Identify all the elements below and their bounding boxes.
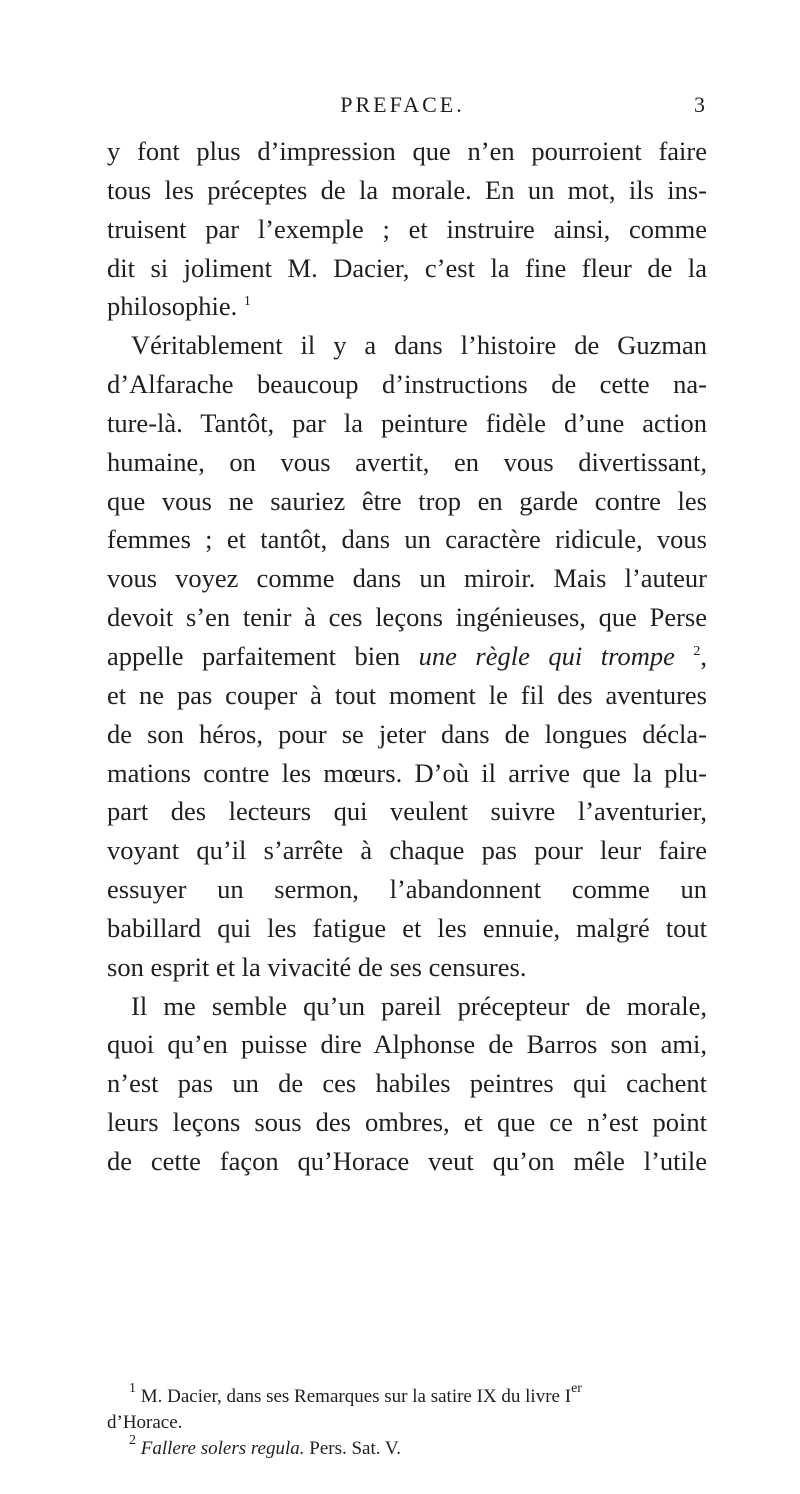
text-line: y font plus d’impression que n’en pourroient faire bbox=[107, 136, 707, 166]
text-line: d’Alfarache beaucoup d’instructions de cette na- bbox=[107, 369, 707, 400]
text-line bbox=[107, 637, 707, 676]
page-number: 3 bbox=[694, 92, 705, 117]
text-line: et ne pas couper à tout moment le fil des aventures bbox=[107, 679, 707, 710]
text-line: truisent par l’exemple ; et instruire ainsi, comme bbox=[107, 213, 707, 244]
footnote-mark: 2 bbox=[129, 1433, 136, 1448]
text-line bbox=[107, 287, 707, 326]
text-line: part des lecteurs qui veulent suivre l’aventurier, bbox=[107, 796, 707, 827]
footnotes bbox=[107, 1381, 707, 1462]
running-head: PREFACE. bbox=[340, 92, 465, 117]
footnote-text: Pers. Sat. V. bbox=[304, 1438, 401, 1459]
text-line: de cette façon qu’Horace veut qu’on mêle l’utile bbox=[107, 1145, 707, 1176]
footnote-ref: 2 bbox=[693, 643, 701, 659]
page-header bbox=[100, 92, 705, 132]
text-line: femmes ; et tantôt, dans un caractère ridicule, vous bbox=[107, 524, 707, 555]
text-line: n’est pas un de ces habiles peintres qui cachent bbox=[107, 1068, 707, 1099]
text-line: de son héros, pour se jeter dans de longues décla- bbox=[107, 718, 707, 749]
footnote-1-continued: d’Horace. bbox=[107, 1412, 183, 1433]
text-line: quoi qu’en puisse dire Alphonse de Barros son ami, bbox=[107, 1029, 707, 1060]
text-line: humaine, on vous avertit, en vous divertissant, bbox=[107, 446, 707, 477]
text-line: mations contre les mœurs. D’où il arrive que la plu- bbox=[107, 757, 707, 788]
text-fragment: , bbox=[700, 640, 707, 671]
text-line: tous les préceptes de la morale. En un mot, ils ins- bbox=[107, 174, 707, 205]
text-line: ture-là. Tantôt, par la peinture fidèle d’une action bbox=[107, 407, 707, 438]
footnote-1 bbox=[107, 1381, 707, 1410]
text-line: que vous ne sauriez être trop en garde contre les bbox=[107, 485, 707, 516]
footnote-latin-quote: Fallere solers regula. bbox=[140, 1438, 305, 1459]
text-line: Il me semble qu’un pareil précepteur de morale, bbox=[131, 990, 707, 1021]
text-line: voyant qu’il s’arrête à chaque pas pour leur faire bbox=[107, 835, 707, 866]
footnote-text: M. Dacier, dans ses Remarques sur la satire IX du livre I bbox=[140, 1386, 572, 1407]
footnote-ref: 1 bbox=[243, 294, 251, 310]
text-line: leurs leçons sous des ombres, et que ce n’est point bbox=[107, 1107, 707, 1138]
footnote-2 bbox=[107, 1433, 707, 1462]
text-line: son esprit et la vivacité de ses censures. bbox=[107, 951, 527, 982]
italic-quote: une règle qui trompe bbox=[418, 640, 675, 671]
text-line: vous voyez comme dans un miroir. Mais l’auteur bbox=[107, 563, 707, 594]
footnote-superscript: er bbox=[571, 1381, 582, 1396]
text-line: Véritablement il y a dans l’histoire de Guzman bbox=[131, 330, 707, 361]
text-line: devoit s’en tenir à ces leçons ingénieuses, que Perse bbox=[107, 602, 707, 633]
body-text bbox=[107, 132, 707, 1181]
footnote-mark: 1 bbox=[129, 1381, 136, 1396]
text-line: dit si joliment M. Dacier, c’est la fine fleur de la bbox=[107, 252, 707, 283]
text-line: essuyer un sermon, l’abandonnent comme un bbox=[107, 874, 707, 905]
text-line: babillard qui les fatigue et les ennuie, malgré tout bbox=[107, 912, 707, 943]
text-fragment: philosophie. bbox=[107, 291, 238, 322]
text-fragment: appelle parfaitement bien bbox=[107, 640, 419, 671]
